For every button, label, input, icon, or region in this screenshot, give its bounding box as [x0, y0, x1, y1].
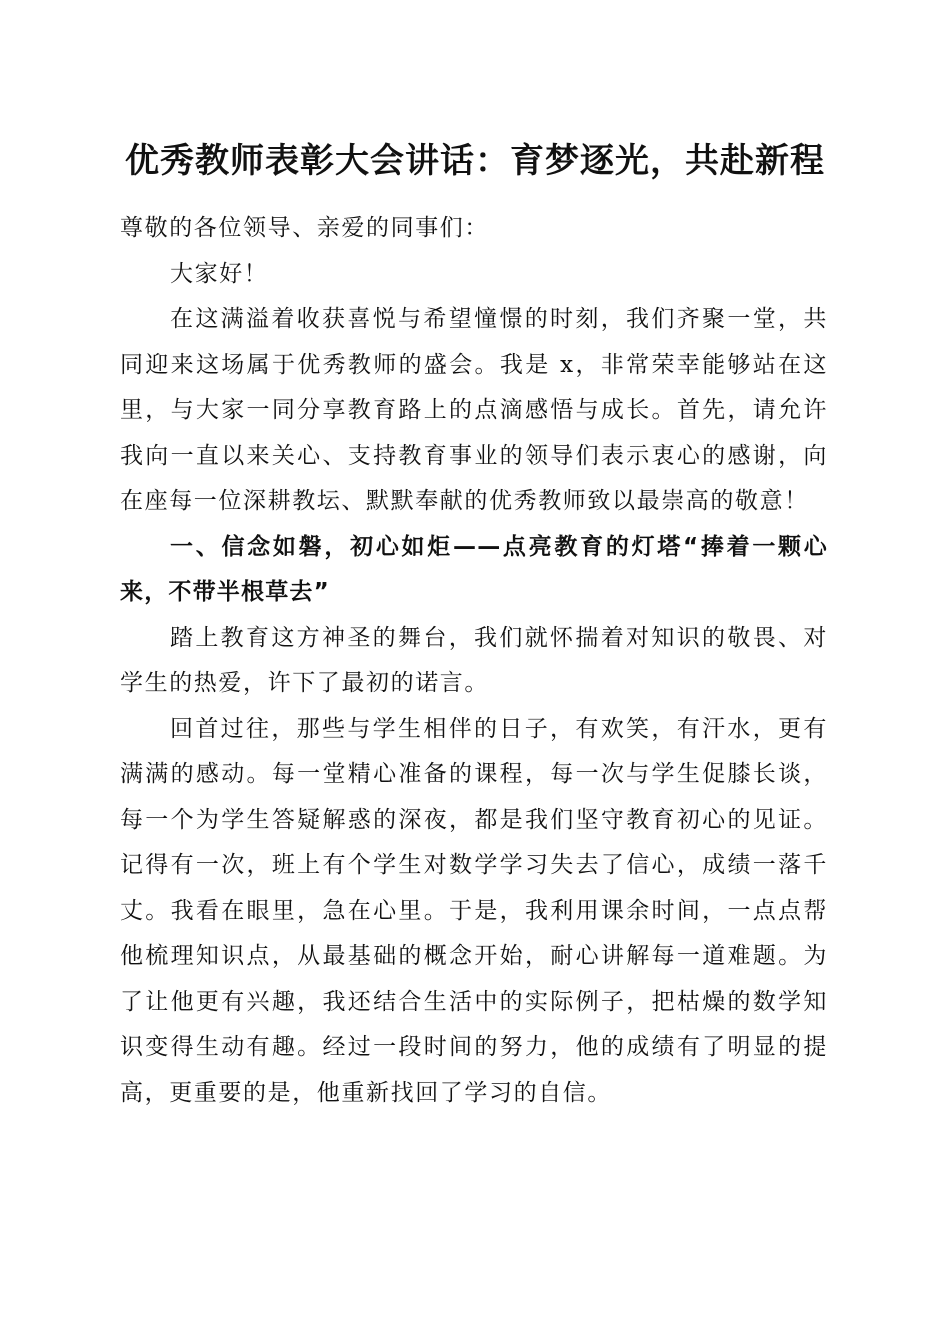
salutation: 尊敬的各位领导、亲爱的同事们：	[120, 215, 489, 241]
document-title: 优秀教师表彰大会讲话：育梦逐光，共赴新程	[125, 141, 825, 181]
greeting: 大家好！	[170, 260, 269, 287]
section-heading-1: 一、信念如磐，初心如炬——点亮教育的灯塔“捧着一颗心来，不带半根草去”	[120, 533, 828, 605]
opening-paragraph: 在这满溢着收获喜悦与希望憧憬的时刻，我们齐聚一堂，共同迎来这场属于优秀教师的盛会。我是 x，非常荣幸能够站在这里，与大家一同分享教育路上的点滴感悟与成长。首先，请允许我向一直以来关心、支持教育事业的领导们表示衷心的感谢，向在座每一位深耕教坛、默默奉献的优秀教师致以最崇高的敬意！	[120, 306, 828, 514]
document-body	[120, 206, 828, 1116]
section1-paragraph-1: 踏上教育这方神圣的舞台，我们就怀揣着对知识的敬畏、对学生的热爱，许下了最初的诺言。	[120, 624, 828, 696]
section1-paragraph-2: 回首过往，那些与学生相伴的日子，有欢笑，有汗水，更有满满的感动。每一堂精心准备的课程，每一次与学生促膝长谈，每一个为学生答疑解惑的深夜，都是我们坚守教育初心的见证。记得有一次，班上有个学生对数学学习失去了信心，成绩一落千丈。我看在眼里，急在心里。于是，我利用课余时间，一点点帮他梳理知识点，从最基础的概念开始，耐心讲解每一道难题。为了让他更有兴趣，我还结合生活中的实际例子，把枯燥的数学知识变得生动有趣。经过一段时间的努力，他的成绩有了明显的提高，更重要的是，他重新找回了学习的自信。	[120, 715, 828, 1106]
